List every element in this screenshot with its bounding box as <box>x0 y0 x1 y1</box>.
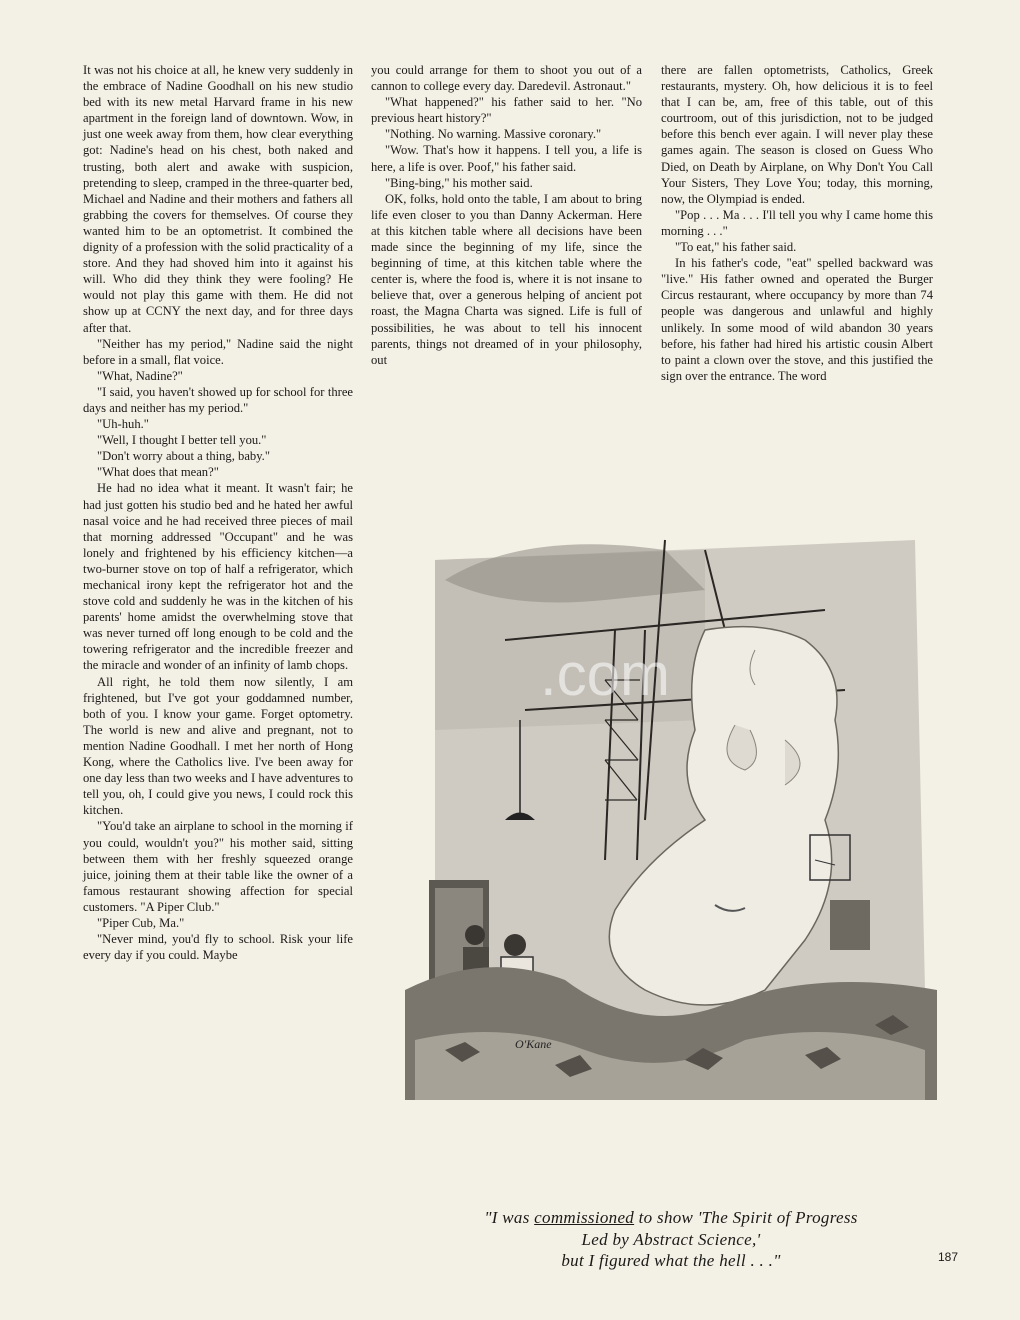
paragraph: "Well, I thought I better tell you." <box>97 433 267 448</box>
paragraph: "To eat," his father said. <box>675 240 797 255</box>
paragraph: "Piper Cub, Ma." <box>97 915 185 930</box>
paragraph: there are fallen optometrists, Catholics, Greek restaurants, mystery. Oh, how delicious it is to feel that I can be, am, free of this table, out of this courtroom, out of this jurisdiction, not to be judged before this bench ever again. I will never play these games again. The season is closed on Guess Who Died, on Death by Airplane, on Why Don't You Call Your Sisters, They Love You; today, this morning, now, the Olympiad is ended. <box>661 63 933 206</box>
paragraph: "What happened?" his father said to her. "No previous heart history?" <box>371 95 642 126</box>
text-column-1 <box>83 62 353 963</box>
caption-line-1: "I was commissioned to show 'The Spirit of Progress <box>484 1208 858 1227</box>
text-column-3 <box>661 62 933 384</box>
page-number: 187 <box>938 1250 959 1264</box>
paragraph: "Bing-bing," his mother said. <box>385 175 533 190</box>
cartoon-signature: O'Kane <box>515 1037 552 1051</box>
paragraph: you could arrange for them to shoot you out of a cannon to college every day. Daredevil. Astronaut." <box>371 63 642 94</box>
paragraph: He had no idea what it meant. It wasn't fair; he had just gotten his studio bed and he hated her awful nasal voice and he had received three pieces of mail that morning addressed "Occupant" and he was lonely and frightened by his efficiency kitchen—a two-burner stove on top of half a refrigerator, which mechanical irony kept the refrigerator hot and the stove cold and suddenly he was in the kitchen of his parents' home amidst the overwhelming stove that was never turned off long enough to be cold and the towering refrigerator and the incredible freezer and the miracle and wonder of an infinity of lamb chops. <box>83 481 353 673</box>
cartoon-caption <box>405 1207 937 1272</box>
watermark: .com <box>540 641 671 708</box>
paragraph: "You'd take an airplane to school in the morning if you could, wouldn't you?" his mother said, sitting between them with her freshly squeezed orange juice, joining them at their table like the owner of a famous restaurant showing affection for special customers. "A Piper Club." <box>83 819 353 914</box>
paragraph: "Never mind, you'd fly to school. Risk your life every day if you could. Maybe <box>83 932 353 963</box>
paragraph: "What does that mean?" <box>97 465 219 480</box>
paragraph: It was not his choice at all, he knew very suddenly in the embrace of Nadine Goodhall on his new studio bed with its new metal Harvard frame in his new apartment in the foreign land of downtown. Wow, in just one week away from them, how clear everything got: Nadine's head on his chest, both naked and trusting, both alert and awake with suspicion, pretending to sleep, cramped in the three-quarter bed, Michael and Nadine and their mothers and fathers all grabbing the covers for themselves. Of course they wanted him to be an optometrist. It combined the dignity of a profession with the solid practicality of a store. And they had shoved him into it against his will. Who did they think they were fooling? He would not play this game with them. He did not show up at CCNY the next day, and for three days after that. <box>83 63 353 335</box>
paragraph: "Pop . . . Ma . . . I'll tell you why I came home this morning . . ." <box>661 207 933 238</box>
paragraph: "Nothing. No warning. Massive coronary." <box>385 127 602 142</box>
paragraph: In his father's code, "eat" spelled backward was "live." His father owned and operated the Burger Circus restaurant, where occupancy by more than 74 people was dangerous and unlawful and highly unlikely. In some mood of wild abandon 30 years before, his father had hired his artistic cousin Albert to paint a clown over the stove, and this justified the sign over the entrance. The word <box>661 256 933 383</box>
caption-line-3: but I figured what the hell . . ." <box>561 1251 781 1270</box>
caption-line-2: Led by Abstract Science,' <box>581 1229 761 1249</box>
paragraph: OK, folks, hold onto the table, I am about to bring life even closer to you than Danny Ackerman. Here at this kitchen table where all decisions have been made since the beginning of my life, since the beginning of time, at this kitchen table where the center is, where the food is, where it is not insane to believe that, over a generous helping of ancient pot roast, the Magna Charta was signed. Life is full of possibilities, he was about to tell his innocent parents, things not dreamed of in your philosophy, out <box>371 191 642 367</box>
paragraph: "Neither has my period," Nadine said the night before in a small, flat voice. <box>83 336 353 367</box>
paragraph: "I said, you haven't showed up for school for three days and neither has my period." <box>83 384 353 415</box>
text-column-2 <box>371 62 642 368</box>
paragraph: "What, Nadine?" <box>97 368 183 383</box>
paragraph: All right, he told them now silently, I am frightened, but I've got your goddamned number, both of you. I know your game. Forget optometry. The world is new and alive and pregnant, not to mention Nadine Goodhall. I met her north of Hong Kong, where the Catholics live. I've been away for one day less than two weeks and I have adventures to tell you, oh, I could give you news, I could rock this kitchen. <box>83 674 353 818</box>
paragraph: "Wow. That's how it happens. I tell you, a life is here, a life is over. Poof," his father said. <box>371 143 642 174</box>
cartoon-illustration <box>405 520 937 1100</box>
paragraph: "Don't worry about a thing, baby." <box>97 449 270 464</box>
paragraph: "Uh-huh." <box>97 417 149 432</box>
